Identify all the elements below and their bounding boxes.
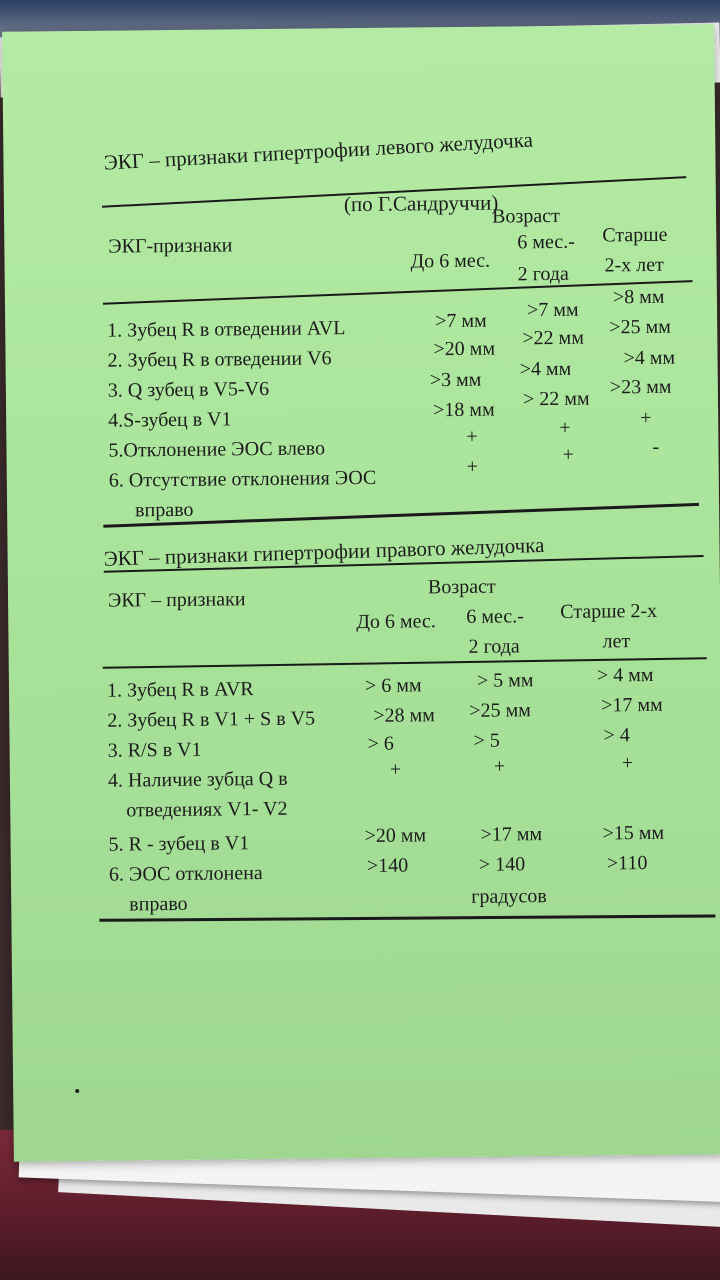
rvh-row3-v3: > 4 — [603, 724, 630, 747]
rvh-row4-v3: + — [621, 752, 634, 775]
rvh-row3-label: 3. R/S в V1 — [107, 738, 202, 762]
rvh-col3-line2: лет — [602, 630, 631, 653]
rvh-row1-v1: > 6 мм — [364, 674, 422, 697]
lvh-col2-line2: 2 года — [517, 262, 569, 286]
rvh-col2-line2: 2 года — [468, 635, 520, 658]
lvh-row3-v2: >4 мм — [519, 357, 572, 381]
rvh-row6-v1: >140 — [366, 854, 409, 877]
lvh-col3-line2: 2-х лет — [604, 253, 664, 277]
rvh-row1-label: 1. Зубец R в AVR — [106, 678, 254, 702]
lvh-row1-v1: >7 мм — [435, 309, 487, 333]
lvh-row2-label: 2. Зубец R в отведении V6 — [107, 347, 332, 372]
rvh-row6-v2b: градусов — [471, 885, 547, 908]
lvh-row6-label: 6. Отсутствие отклонения ЭОС — [108, 466, 377, 492]
rvh-col3-line1: Старше 2-х — [560, 599, 658, 623]
rvh-row1-v2: > 5 мм — [476, 669, 534, 692]
rvh-row2-v1: >28 мм — [373, 704, 435, 727]
lvh-row4-v2: > 22 мм — [522, 387, 590, 411]
lvh-subtitle: (по Г.Сандруччи) — [343, 190, 499, 217]
lvh-row6-v2: + — [562, 443, 574, 466]
rvh-row4-label2: отведениях V1- V2 — [126, 797, 288, 822]
lvh-row3-v1: >3 мм — [429, 368, 482, 392]
lvh-col3-line1: Старше — [602, 223, 668, 247]
lvh-row3-label: 3. Q зубец в V5-V6 — [107, 377, 270, 402]
lvh-row2-v2: >22 мм — [522, 326, 585, 350]
lvh-row6-label2: вправо — [135, 498, 194, 522]
lvh-row1-label: 1. Зубец R в отведении AVL — [107, 317, 346, 342]
lvh-row3-v3: >4 мм — [623, 346, 676, 370]
lvh-row1-v3: >8 мм — [612, 285, 665, 309]
rvh-row6-v3: >110 — [606, 852, 648, 875]
rvh-row1-v3: > 4 мм — [596, 663, 654, 687]
rvh-col1: До 6 мес. — [356, 610, 436, 634]
rvh-header-signs: ЭКГ – признаки — [107, 588, 246, 612]
lvh-row5-v2: + — [559, 416, 571, 439]
rvh-title: ЭКГ – признаки гипертрофии правого желудочка — [103, 532, 545, 571]
rvh-row5-label: 5. R - зубец в V1 — [108, 832, 250, 856]
rvh-row3-v1: > 6 — [367, 732, 394, 755]
rvh-row6-v2: > 140 — [478, 853, 526, 876]
rvh-row6-label: 6. ЭОС отклонена — [108, 862, 263, 886]
lvh-header-rule — [103, 280, 693, 305]
lvh-row6-v1: + — [466, 455, 479, 478]
rvh-row4-label: 4. Наличие зубца Q в — [107, 767, 288, 792]
rvh-row5-v1: >20 мм — [364, 824, 427, 848]
lvh-col2-line1: 6 мес.- — [517, 230, 576, 254]
rvh-row2-v3: >17 мм — [601, 693, 663, 717]
rvh-row5-v3: >15 мм — [602, 821, 665, 845]
rvh-row2-v2: >25 мм — [469, 699, 531, 722]
lvh-col1: До 6 мес. — [410, 249, 491, 273]
lvh-row6-v3: - — [652, 435, 660, 458]
lvh-row5-v1: + — [466, 425, 478, 448]
rvh-row4-v1: + — [389, 758, 402, 781]
rvh-row5-v2: >17 мм — [480, 823, 543, 846]
lvh-row5-v3: + — [640, 406, 652, 430]
green-sheet — [2, 24, 720, 1161]
lvh-row4-label: 4.S-зубец в V1 — [108, 408, 232, 432]
rvh-row6-label2: вправо — [129, 892, 188, 916]
ink-speck — [75, 1089, 79, 1093]
lvh-row1-v2: >7 мм — [526, 298, 579, 322]
rvh-row3-v2: > 5 — [473, 729, 500, 752]
lvh-row2-v3: >25 мм — [609, 315, 671, 339]
lvh-row4-v1: >18 мм — [432, 398, 495, 422]
rvh-header-age: Возраст — [427, 575, 496, 599]
rvh-bottom-rule — [99, 914, 715, 921]
rvh-row2-label: 2. Зубец R в V1 + S в V5 — [107, 707, 316, 732]
lvh-header-age: Возраст — [491, 204, 560, 228]
lvh-row2-v1: >20 мм — [433, 337, 496, 361]
lvh-row5-label: 5.Отклонение ЭОС влево — [108, 437, 326, 462]
lvh-title: ЭКГ – признаки гипертрофии левого желудочка — [103, 127, 534, 175]
lvh-row4-v3: >23 мм — [609, 375, 672, 399]
rvh-col2-line1: 6 мес.- — [466, 605, 524, 628]
lvh-header-signs: ЭКГ-признаки — [108, 234, 233, 258]
rvh-row4-v2: + — [493, 755, 506, 778]
